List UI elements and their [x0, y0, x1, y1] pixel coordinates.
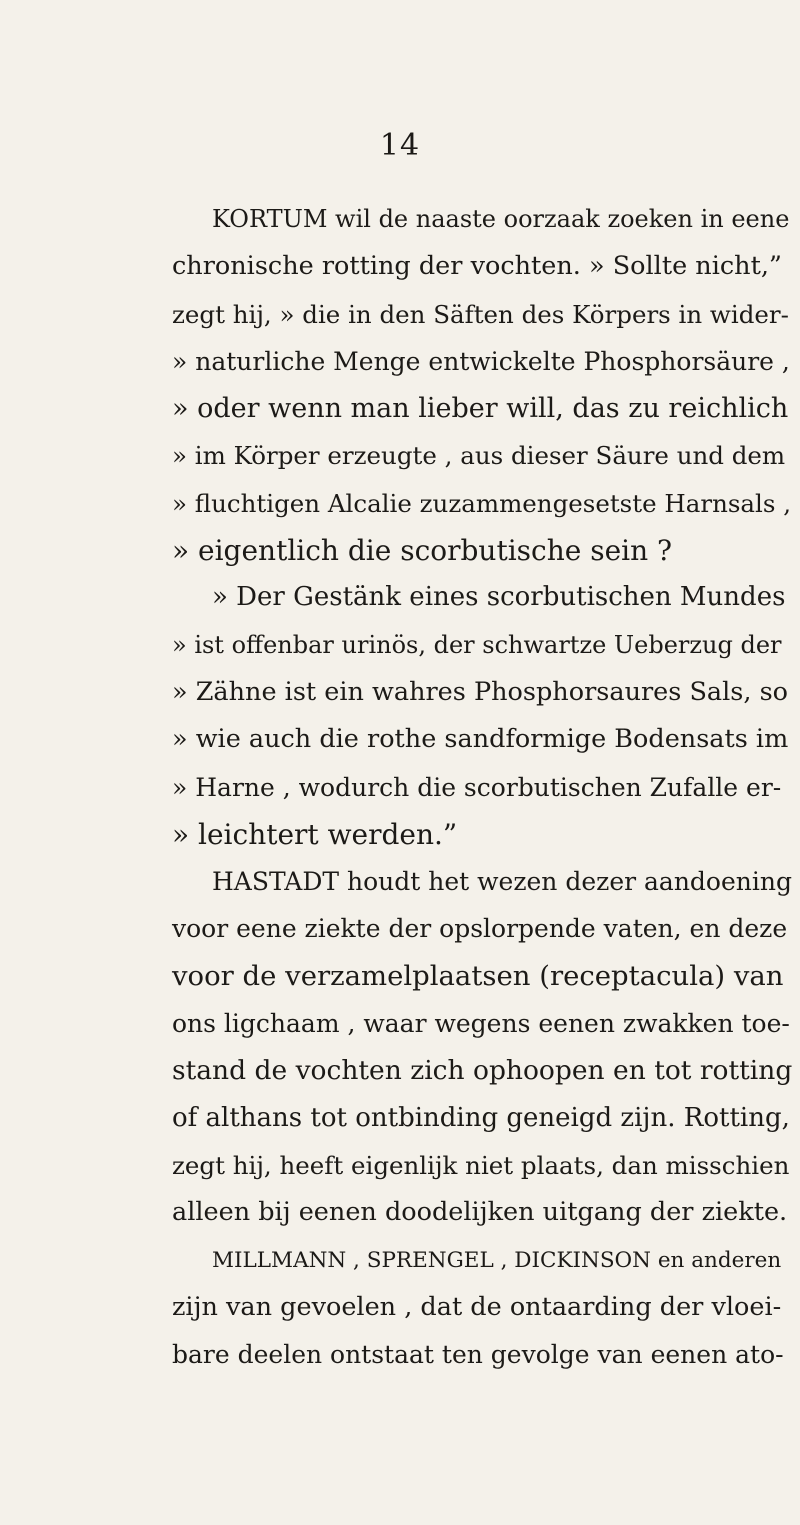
text-line: ons ligchaam , waar wegens eenen zwakken toe- [172, 1009, 790, 1039]
text-line: chronische rotting der vochten. » Sollte nicht,” [172, 251, 782, 282]
text-line: » Harne , wodurch die scorbutischen Zufalle er- [172, 772, 782, 802]
text-line: zijn van gevoelen , dat de ontaarding der vloei- [172, 1291, 782, 1322]
text-line: zegt hij, » die in den Säften des Körpers in wider- [172, 299, 789, 329]
text-line: » leichtert werden.” [172, 817, 458, 851]
text-line: » im Körper erzeugte , aus dieser Säure und dem [172, 441, 786, 471]
text-line: voor de verzamelplaatsen (receptacula) van [172, 959, 784, 992]
text-line: » Der Gestänk eines scorbutischen Mundes [212, 582, 786, 613]
text-line: » Zähne ist ein wahres Phosphorsaures Sals, so [172, 676, 789, 707]
text-line: » fluchtigen Alcalie zuzammengesetste Harnsals , [172, 488, 792, 518]
page-number: 14 [379, 128, 421, 163]
text-line: » naturliche Menge entwickelte Phosphorsäure , [172, 346, 790, 376]
text-line: zegt hij, heeft eigenlijk niet plaats, dan misschien [172, 1150, 790, 1180]
text-line: » eigentlich die scorbutische sein ? [172, 534, 673, 568]
text-line: KORTUM wil de naaste oorzaak zoeken in eene [212, 205, 790, 233]
body-text [172, 196, 792, 1378]
text-line: alleen bij eenen doodelijken uitgang der ziekte. [172, 1197, 788, 1228]
text-line: voor eene ziekte der opslorpende vaten, en deze [172, 914, 788, 944]
text-line: stand de vochten zich ophoopen en tot rotting [172, 1055, 793, 1087]
text-line: MILLMANN , SPRENGEL , DICKINSON en anderen [212, 1247, 782, 1273]
text-line: of althans tot ontbinding geneigd zijn. Rotting, [172, 1102, 790, 1133]
text-line: » ist offenbar urinös, der schwartze Ueberzug der [172, 630, 782, 659]
text-line: HASTADT houdt het wezen dezer aandoening [212, 867, 792, 897]
text-line: » wie auch die rothe sandformige Bodensats im [172, 724, 789, 755]
text-line: bare deelen ontstaat ten gevolge van eenen ato- [172, 1340, 784, 1370]
text-line: » oder wenn man lieber will, das zu reichlich [172, 393, 789, 425]
